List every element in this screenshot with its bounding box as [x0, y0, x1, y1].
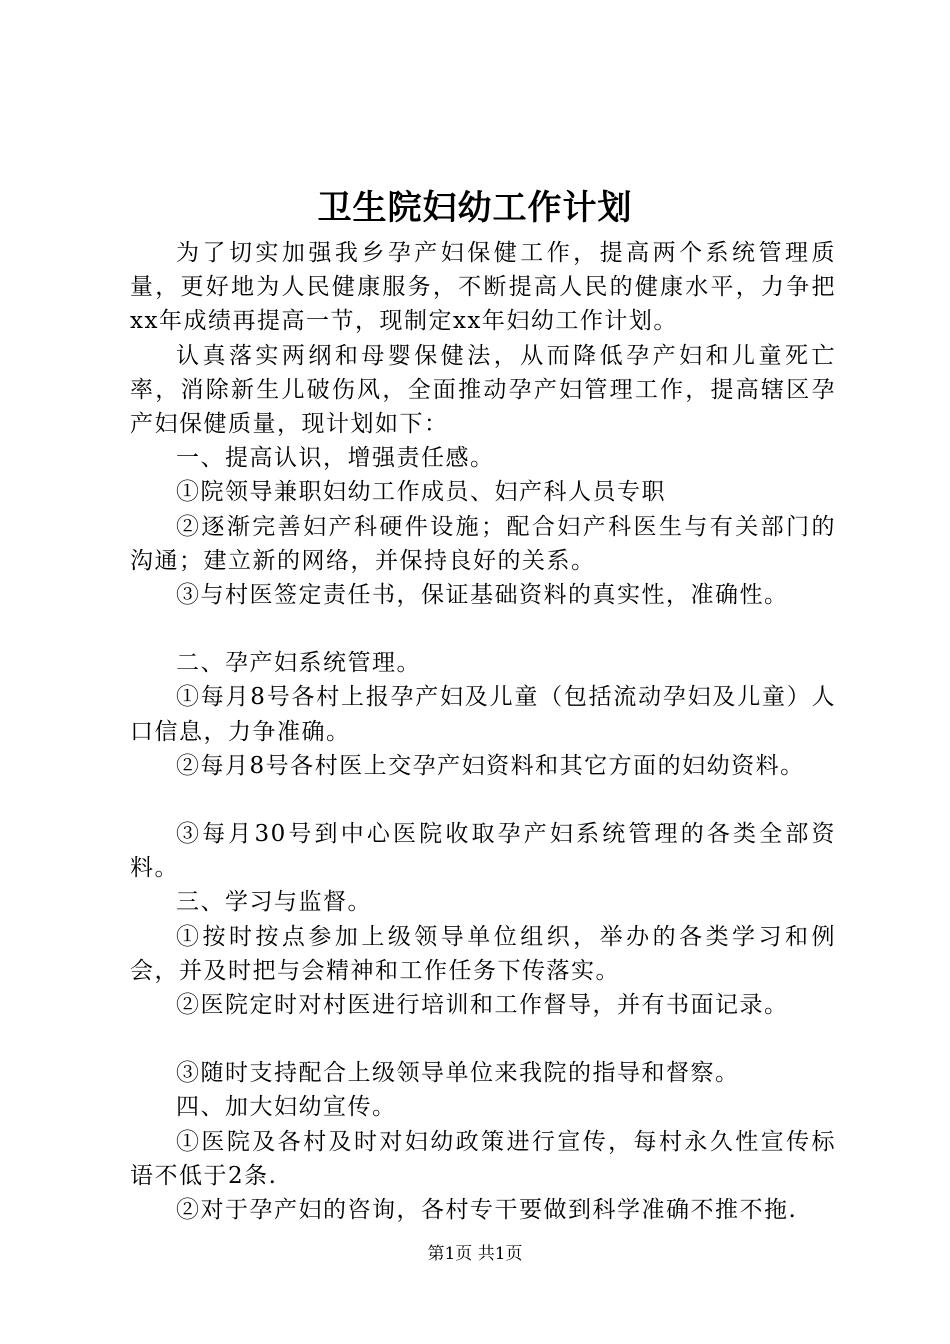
list-item: ①每月8号各村上报孕产妇及儿童（包括流动孕妇及儿童）人口信息，力争准确。: [130, 684, 836, 745]
list-item: ①医院及各村及时对妇幼政策进行宣传，每村永久性宣传标语不低于2条.: [130, 1128, 836, 1189]
list-item: ③与村医签定责任书，保证基础资料的真实性，准确性。: [176, 582, 789, 609]
list-item: ①院领导兼职妇幼工作成员、妇产科人员专职: [176, 479, 666, 506]
list-item: ②逐渐完善妇产科硬件设施；配合妇产科医生与有关部门的沟通；建立新的网络，并保持良好的关系。: [130, 513, 836, 574]
list-item: ③随时支持配合上级领导单位来我院的指导和督察。: [176, 1060, 740, 1087]
paragraph-overview: 认真落实两纲和母婴保健法，从而降低孕产妇和儿童死亡率，消除新生儿破伤风，全面推动孕产妇管理工作，提高辖区孕产妇保健质量，现计划如下：: [130, 342, 836, 438]
section-heading-2: 二、孕产妇系统管理。: [176, 650, 421, 677]
page-footer: 第1页 共1页: [427, 1244, 523, 1264]
section-heading-1: 一、提高认识，增强责任感。: [176, 445, 495, 472]
document-title: 卫生院妇幼工作计划: [317, 188, 633, 228]
list-item: ③每月30号到中心医院收取孕产妇系统管理的各类全部资料。: [130, 821, 836, 882]
document-body: [130, 236, 836, 1227]
section-heading-3: 三、学习与监督。: [176, 889, 372, 916]
list-item: ②每月8号各村医上交孕产妇资料和其它方面的妇幼资料。: [176, 752, 805, 779]
section-heading-4: 四、加大妇幼宣传。: [176, 1094, 397, 1121]
list-item: ②对于孕产妇的咨询，各村专干要做到科学准确不推不拖.: [176, 1197, 798, 1224]
list-item: ②医院定时对村医进行培训和工作督导，并有书面记录。: [176, 992, 789, 1019]
paragraph-gap: [130, 1022, 836, 1056]
paragraph-gap: [130, 783, 836, 817]
paragraph-gap: [130, 612, 836, 646]
list-item: ①按时按点参加上级领导单位组织，举办的各类学习和例会，并及时把与会精神和工作任务下传落实。: [130, 923, 836, 984]
paragraph-intro: 为了切实加强我乡孕产妇保健工作，提高两个系统管理质量，更好地为人民健康服务，不断提高人民的健康水平，力争把xx年成绩再提高一节，现制定xx年妇幼工作计划。: [130, 240, 836, 335]
